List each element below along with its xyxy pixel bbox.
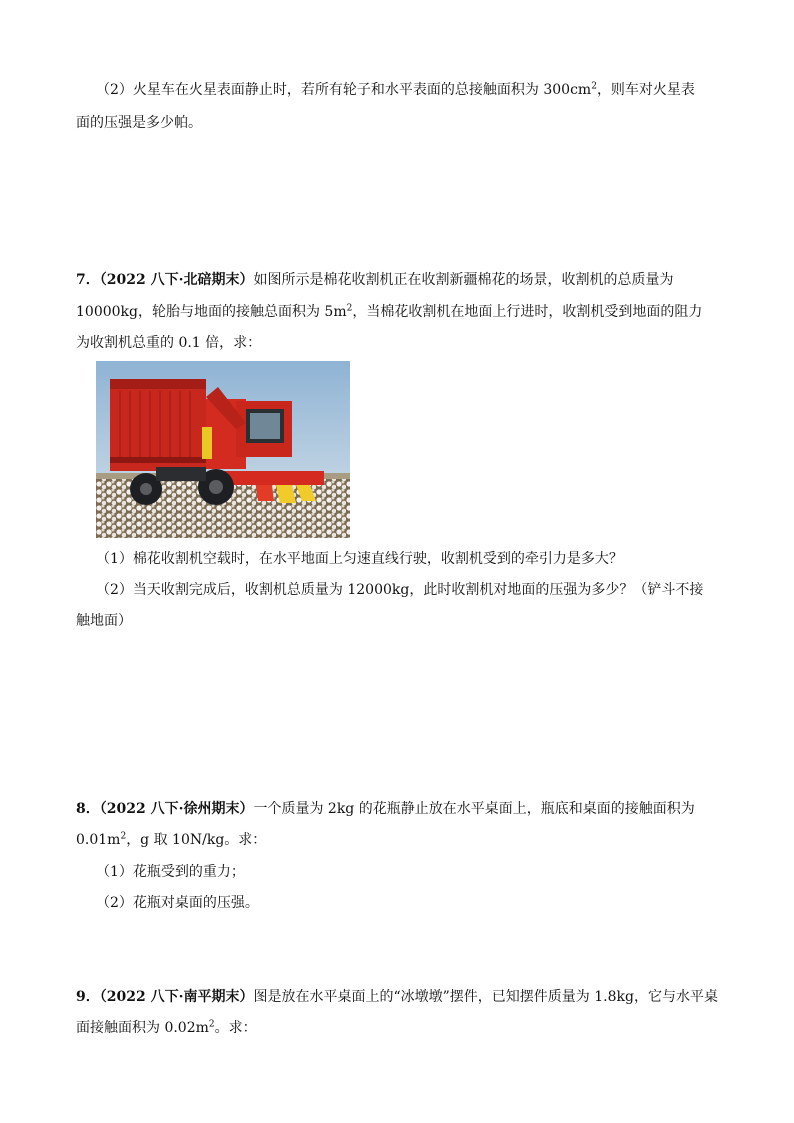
q8-line2: $0.01m^2$，g 取 10N/kg。求： xyxy=(76,831,267,848)
q7-source: （2022 八下·北碚期末） xyxy=(99,272,254,288)
q9-line2: 面接触面积为 $0.02m^2$。求： xyxy=(76,1019,257,1036)
q7-part2-line2: 触地面） xyxy=(76,613,132,629)
cotton-harvester-photo xyxy=(96,361,350,538)
q7-number: 7． xyxy=(76,272,100,288)
q9-source: （2022 八下·南平期末） xyxy=(99,989,254,1005)
q7-line2: 10000kg，轮胎与地面的接触总面积为 $5m^2$，当棉花收割机在地面上行进时，收割机受到地面的阻力 xyxy=(76,303,703,320)
q7-part2-line1: （2）当天收割完成后，收割机总质量为 12000kg，此时收割机对地面的压强为多少？（铲斗不接 xyxy=(96,582,704,598)
q7-line1: 7．（2022 八下·北碚期末）如图所示是棉花收割机正在收割新疆棉花的场景，收割机的总质量为 xyxy=(76,272,674,288)
q8-part1: （1）花瓶受到的重力； xyxy=(96,864,245,880)
q8-part2: （2）花瓶对桌面的压强。 xyxy=(96,895,259,911)
q6-part2-line1: （2）火星车在火星表面静止时，若所有轮子和水平表面的总接触面积为 $300cm^2$，则车对火星表 xyxy=(96,81,695,98)
q8-number: 8． xyxy=(76,801,100,817)
q6-part2-line2: 面的压强是多少帕。 xyxy=(76,115,202,131)
q7-line3: 为收割机总重的 0.1 倍，求： xyxy=(76,335,262,351)
q9-number: 9． xyxy=(76,989,100,1005)
q7-part1: （1）棉花收割机空载时，在水平地面上匀速直线行驶，收割机受到的牵引力是多大？ xyxy=(96,551,623,567)
harvester-illustration xyxy=(96,361,350,538)
q9-line1: 9．（2022 八下·南平期末）图是放在水平桌面上的“冰墩墩”摆件，已知摆件质量为 1.8kg，它与水平桌 xyxy=(76,989,718,1005)
q8-line1: 8．（2022 八下·徐州期末）一个质量为 2kg 的花瓶静止放在水平桌面上，瓶底和桌面的接触面积为 xyxy=(76,801,695,817)
q8-source: （2022 八下·徐州期末） xyxy=(99,801,254,817)
